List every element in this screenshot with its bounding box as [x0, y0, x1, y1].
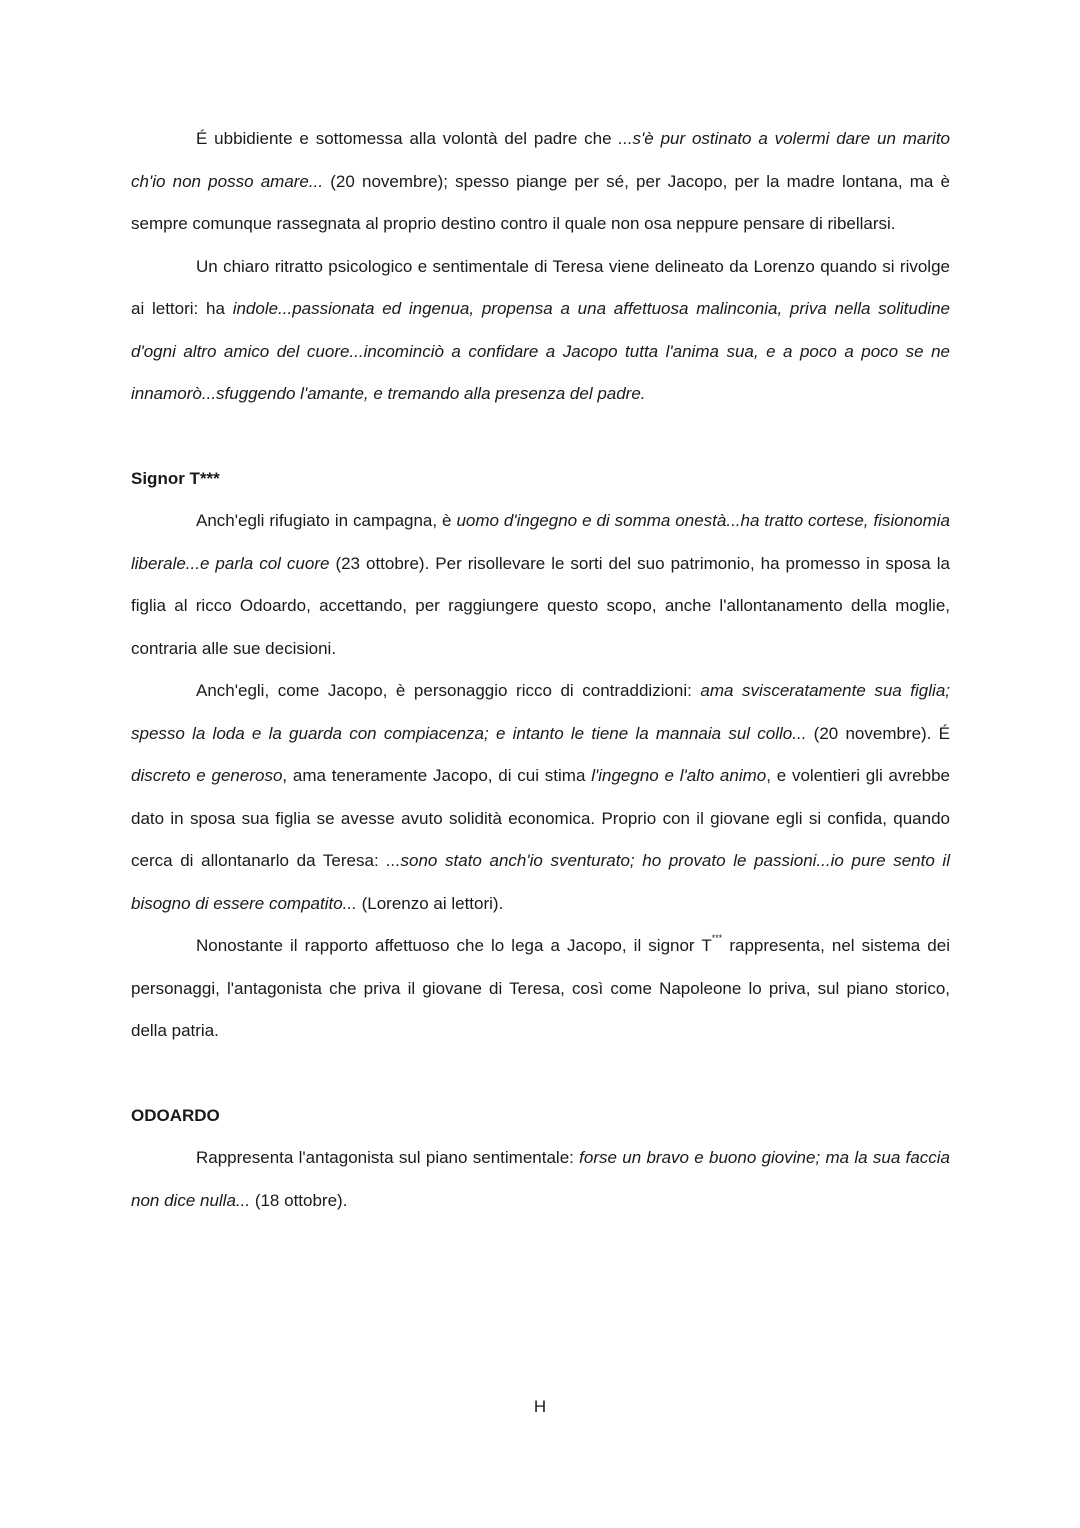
page-number: H [533, 1397, 547, 1416]
text-run: , e volentieri gli avrebbe dato in sposa sua figlia se avesse avuto solidità economica. Proprio con il giovane egli si confida, quando cerca di allontanarlo da Teresa: [131, 766, 950, 870]
quote-run: ama svisceratamente sua figlia; spesso la loda e la guarda con compiacenza; e intanto le tiene la mannaia sul collo... [131, 681, 950, 743]
quote-run: ...sono stato anch'io sventurato; ho provato le passioni...io pure sento il bisogno di essere compatito... [131, 851, 950, 913]
text-run: Nonostante il rapporto affettuoso che lo lega a Jacopo, il signor T [196, 936, 712, 955]
text-run: Un chiaro ritratto psicologico e sentimentale di Teresa viene delineato da Lorenzo quando si rivolge ai lettori: ha [131, 256, 950, 318]
text-run: rappresenta, nel sistema dei personaggi, l'antagonista che priva il giovane di Teresa, così come Napoleone lo priva, sul piano storico, della patria. [131, 936, 950, 1040]
heading-signor-t: Signor T*** [131, 468, 220, 488]
text-run: É ubbidiente e sottomessa alla volontà del padre che [196, 129, 619, 148]
text-run: Anch'egli rifugiato in campagna, è [196, 511, 457, 530]
text-run: (18 ottobre). [250, 1190, 348, 1210]
text-run: Anch'egli, come Jacopo, è personaggio ricco di contraddizioni: [196, 681, 701, 700]
quote-run: l'ingegno e l'alto animo [591, 766, 767, 785]
text-run: (20 novembre); spesso piange per sé, per Jacopo, per la madre lontana, ma è sempre comunque rassegnata al proprio destino contro il quale non osa neppure pensare di ribellarsi. [131, 171, 950, 233]
quote-run: discreto e generoso [131, 766, 283, 785]
quote-run: indole...passionata ed ingenua, propensa a una affettuosa malinconia, priva nella solitudine d'ogni altro amico del cuore...incominciò a confidare a Jacopo tutta l'anima sua, e a poco a poco se ne innamorò...sfuggendo l'amante, e tremando alla presenza del padre. [131, 299, 951, 403]
text-run: , ama teneramente Jacopo, di cui stima [282, 766, 592, 785]
paragraph-teresa-portrait [131, 246, 950, 416]
quote-run: uomo d'ingegno e di somma onestà...ha tratto cortese, fisionomia liberale...e parla col cuore [131, 511, 950, 573]
paragraph-teresa-obedience [131, 118, 950, 246]
paragraph-signor-t-intro [131, 500, 950, 670]
superscript-asterisks: *** [711, 933, 723, 943]
paragraph-signor-t-contradictions [131, 670, 950, 925]
text-run: (23 ottobre). Per risollevare le sorti del suo patrimonio, ha promesso in sposa la figlia al ricco Odoardo, accettando, per raggiungere questo scopo, anche l'allontanamento della moglie, contraria alle sue decisioni. [131, 553, 950, 658]
quote-run: ...s'è pur ostinato a volermi dare un marito ch'io non posso amare... [131, 129, 950, 191]
paragraph-odoardo [131, 1137, 950, 1222]
text-run: Rappresenta l'antagonista sul piano sentimentale: [196, 1148, 580, 1167]
text-run: (Lorenzo ai lettori). [356, 893, 504, 913]
document-body [131, 118, 950, 1222]
text-run: (20 novembre). É [806, 723, 951, 743]
paragraph-signor-t-antagonist [131, 925, 950, 1053]
quote-run: forse un bravo e buono giovine; ma la sua faccia non dice nulla... [131, 1148, 950, 1210]
heading-odoardo: ODOARDO [131, 1105, 220, 1125]
